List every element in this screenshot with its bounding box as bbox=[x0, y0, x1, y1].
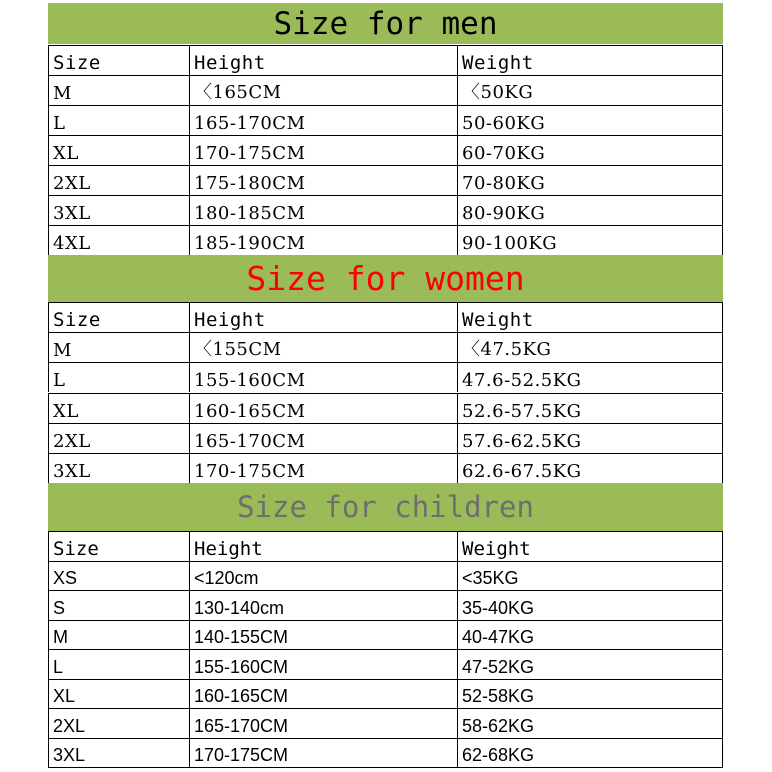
column-header-size: Size bbox=[49, 46, 190, 75]
cell-weight: 60-70KG bbox=[458, 136, 723, 165]
column-header-height: Height bbox=[190, 532, 458, 561]
women-header-row bbox=[48, 302, 723, 332]
table-row bbox=[48, 649, 723, 679]
cell-size: L bbox=[49, 650, 190, 679]
table-row bbox=[48, 453, 723, 483]
men-section-title bbox=[48, 3, 723, 44]
cell-height: 160-165CM bbox=[190, 394, 458, 423]
column-header-weight: Weight bbox=[458, 46, 723, 75]
table-row bbox=[48, 561, 723, 591]
cell-weight: 62-68KG bbox=[458, 739, 723, 768]
table-row bbox=[48, 195, 723, 225]
cell-weight: 〈47.5KG bbox=[458, 333, 723, 362]
cell-size: 2XL bbox=[49, 424, 190, 453]
cell-height: 〈165CM bbox=[190, 76, 458, 105]
cell-height: 175-180CM bbox=[190, 166, 458, 195]
cell-size: 3XL bbox=[49, 454, 190, 483]
cell-height: 185-190CM bbox=[190, 226, 458, 255]
cell-weight: 57.6-62.5KG bbox=[458, 424, 723, 453]
table-row bbox=[48, 225, 723, 255]
cell-height: 155-160CM bbox=[190, 650, 458, 679]
cell-size: 2XL bbox=[49, 166, 190, 195]
cell-height: 170-175CM bbox=[190, 136, 458, 165]
table-row bbox=[48, 393, 723, 423]
cell-weight: <35KG bbox=[458, 562, 723, 591]
cell-height: 165-170CM bbox=[190, 106, 458, 135]
table-row bbox=[48, 362, 723, 392]
cell-weight: 50-60KG bbox=[458, 106, 723, 135]
cell-height: 165-170CM bbox=[190, 424, 458, 453]
children-title-text: Size for children bbox=[237, 490, 534, 524]
column-header-weight: Weight bbox=[458, 532, 723, 561]
children-header-row bbox=[48, 531, 723, 561]
table-row bbox=[48, 75, 723, 105]
table-row bbox=[48, 332, 723, 362]
cell-size: XL bbox=[49, 136, 190, 165]
table-row bbox=[48, 590, 723, 620]
cell-height: 170-175CM bbox=[190, 454, 458, 483]
cell-height: 140-155CM bbox=[190, 621, 458, 650]
cell-weight: 52.6-57.5KG bbox=[458, 394, 723, 423]
women-section-title bbox=[48, 255, 723, 302]
cell-size: XL bbox=[49, 680, 190, 709]
cell-height: 165-170CM bbox=[190, 709, 458, 738]
children-section-title bbox=[48, 483, 723, 531]
cell-height: 160-165CM bbox=[190, 680, 458, 709]
cell-weight: 80-90KG bbox=[458, 196, 723, 225]
column-header-size: Size bbox=[49, 532, 190, 561]
women-title-text: Size for women bbox=[246, 259, 525, 298]
cell-weight: 40-47KG bbox=[458, 621, 723, 650]
cell-weight: 52-58KG bbox=[458, 680, 723, 709]
cell-height: 〈155CM bbox=[190, 333, 458, 362]
size-chart bbox=[48, 0, 723, 772]
table-row bbox=[48, 423, 723, 453]
cell-weight: 90-100KG bbox=[458, 226, 723, 255]
table-row bbox=[48, 135, 723, 165]
cell-size: M bbox=[49, 621, 190, 650]
cell-size: 3XL bbox=[49, 196, 190, 225]
cell-size: L bbox=[49, 363, 190, 392]
cell-size: L bbox=[49, 106, 190, 135]
cell-weight: 47-52KG bbox=[458, 650, 723, 679]
cell-size: XL bbox=[49, 394, 190, 423]
table-row bbox=[48, 105, 723, 135]
table-row bbox=[48, 165, 723, 195]
column-header-weight: Weight bbox=[458, 303, 723, 332]
column-header-height: Height bbox=[190, 303, 458, 332]
cell-height: 130-140cm bbox=[190, 591, 458, 620]
cell-size: 3XL bbox=[49, 739, 190, 768]
table-bottom-border bbox=[48, 767, 723, 768]
column-header-size: Size bbox=[49, 303, 190, 332]
cell-weight: 47.6-52.5KG bbox=[458, 363, 723, 392]
cell-height: 180-185CM bbox=[190, 196, 458, 225]
men-header-row bbox=[48, 45, 723, 75]
cell-size: XS bbox=[49, 562, 190, 591]
cell-size: M bbox=[49, 333, 190, 362]
cell-size: S bbox=[49, 591, 190, 620]
column-header-height: Height bbox=[190, 46, 458, 75]
table-row bbox=[48, 708, 723, 738]
cell-height: <120cm bbox=[190, 562, 458, 591]
cell-weight: 35-40KG bbox=[458, 591, 723, 620]
table-row bbox=[48, 738, 723, 768]
table-row bbox=[48, 620, 723, 650]
cell-weight: 〈50KG bbox=[458, 76, 723, 105]
cell-weight: 70-80KG bbox=[458, 166, 723, 195]
cell-size: M bbox=[49, 76, 190, 105]
cell-weight: 62.6-67.5KG bbox=[458, 454, 723, 483]
cell-height: 155-160CM bbox=[190, 363, 458, 392]
cell-height: 170-175CM bbox=[190, 739, 458, 768]
cell-size: 4XL bbox=[49, 226, 190, 255]
cell-weight: 58-62KG bbox=[458, 709, 723, 738]
men-title-text: Size for men bbox=[273, 5, 498, 42]
table-row bbox=[48, 679, 723, 709]
cell-size: 2XL bbox=[49, 709, 190, 738]
